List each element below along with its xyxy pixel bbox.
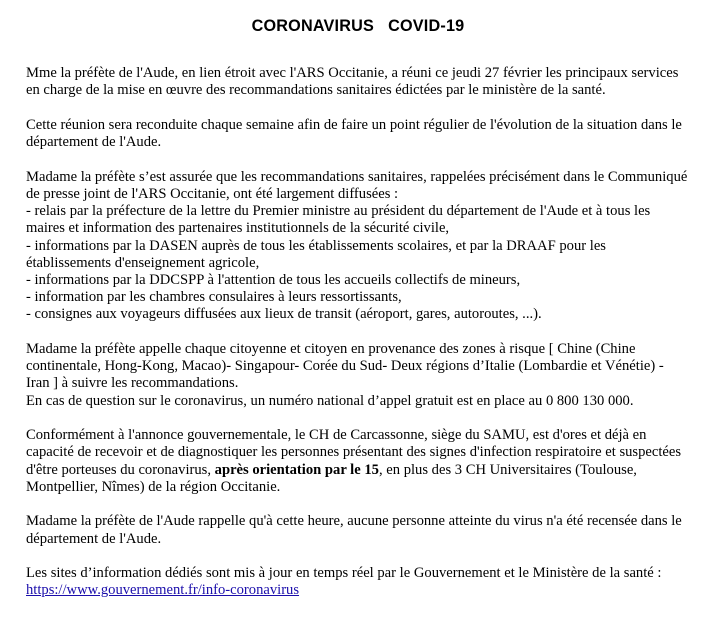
gouvernement-link[interactable]: https://www.gouvernement.fr/info-coronavirus bbox=[26, 582, 300, 599]
info-link-line bbox=[26, 582, 690, 599]
paragraph-no-case: Madame la préfète de l'Aude rappelle qu'à cette heure, aucune personne atteinte du virus n'a été recensée dans le département de l'Aude. bbox=[26, 513, 682, 547]
recommendation-item: - consignes aux voyageurs diffusées aux lieux de transit (aéroport, gares, autoroutes, ...). bbox=[26, 306, 542, 323]
recommendations-intro: Madame la préfète s’est assurée que les recommandations sanitaires, rappelées précisément dans le Communiqué de presse joint de l'ARS Occitanie, ont été largement diffusées : bbox=[26, 168, 688, 202]
document-title: CORONAVIRUS COVID-19 bbox=[251, 17, 465, 35]
hospital-text-start: Conformément à l'annonce gouvernementale, le CH de Carcassonne, siège du SAMU, est d'ores et déjà en capacité de recevoir et de diagnostiquer les personnes présentant des signes d'infection respiratoire et suspectées d'être porteuses du coronavirus, bbox=[26, 427, 682, 478]
paragraph-weekly-meeting: Cette réunion sera reconduite chaque semaine afin de faire un point régulier de l'évolution de la situation dans le département de l'Aude. bbox=[26, 117, 682, 151]
hotline-text: En cas de question sur le coronavirus, un numéro national d’appel gratuit est en place au 0 800 130 000. bbox=[26, 392, 634, 409]
paragraph-risk-zones bbox=[26, 341, 690, 410]
recommendation-item: - informations par la DASEN auprès de tous les établissements scolaires, et par la DRAAF pour les établissements d'enseignement agricole, bbox=[26, 237, 606, 271]
recommendation-item: - relais par la préfecture de la lettre du Premier ministre au président du département de l'Aude et à tous les maires et information des partenaires institutionnels de la sécurité civile, bbox=[26, 203, 651, 237]
paragraph-meeting: Mme la préfète de l'Aude, en lien étroit avec l'ARS Occitanie, a réuni ce jeudi 27 février les principaux services en charge de la mise en œuvre des recommandations sanitaires édictées par le ministère de la santé. bbox=[26, 65, 679, 99]
hospital-text-bold: après orientation par le 15 bbox=[214, 461, 379, 478]
info-sites-text: Les sites d’information dédiés sont mis à jour en temps réel par le Gouvernement et le Ministère de la santé : bbox=[26, 565, 662, 582]
recommendation-item: - information par les chambres consulaires à leurs ressortissants, bbox=[26, 289, 402, 306]
document-page bbox=[26, 18, 690, 617]
paragraph-info-sites bbox=[26, 565, 690, 599]
hospital-text-end: , en plus des 3 CH Universitaires (Toulouse, Montpellier, Nîmes) de la région Occitanie. bbox=[26, 461, 637, 495]
paragraph-recommendations bbox=[26, 169, 690, 324]
recommendation-item: - informations par la DDCSPP à l'attention de tous les accueils collectifs de mineurs, bbox=[26, 272, 521, 289]
paragraph-hospital bbox=[26, 427, 690, 496]
risk-zones-text: Madame la préfète appelle chaque citoyenne et citoyen en provenance des zones à risque [ Chine (Chine continentale, Hong-Kong, Macao)- Singapour- Corée du Sud- Deux régions d’Italie (Lombardie et Vénétie) - Iran ] à suivre les recommandations. bbox=[26, 341, 664, 392]
